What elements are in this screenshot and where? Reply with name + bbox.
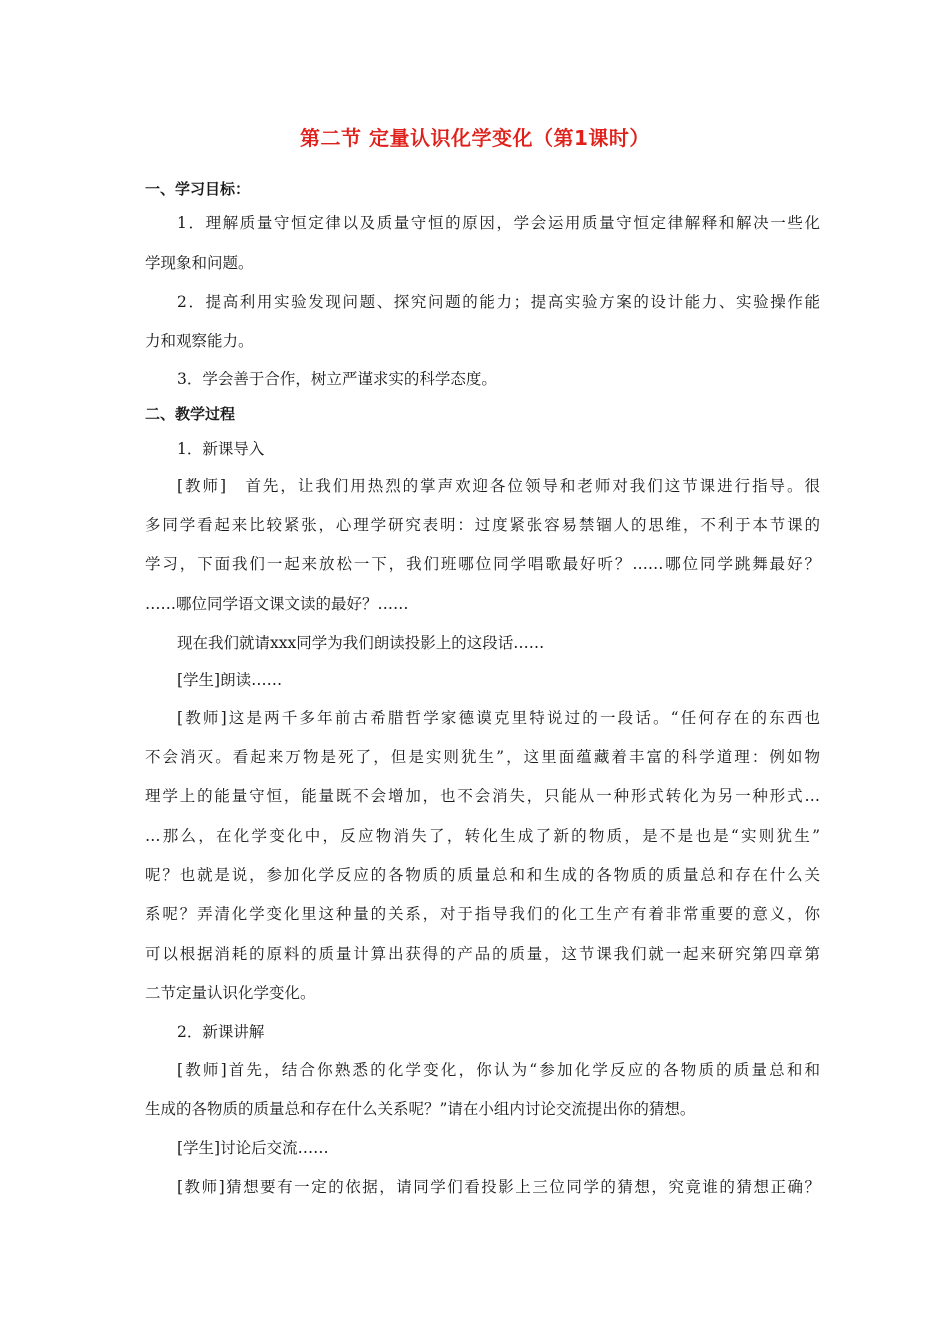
document-title: 第二节 定量认识化学变化（第1课时）	[300, 126, 650, 150]
paragraph-line: 现在我们就请xxx同学为我们朗读投影上的这段话……	[177, 634, 545, 652]
section-heading-process: 二、教学过程	[145, 405, 236, 423]
objective-3: 3．学会善于合作，树立严谨求实的科学态度。	[177, 370, 497, 388]
paragraph-line: [学生]讨论后交流……	[177, 1139, 329, 1157]
paragraph-line: [教师]首先，结合你熟悉的化学变化，你认为“参加化学反应的各物质的质量总和和	[177, 1061, 820, 1079]
paragraph-line: 生成的各物质的质量总和存在什么关系呢？”请在小组内讨论交流提出你的猜想。	[145, 1100, 696, 1118]
paragraph-line: 呢？也就是说，参加化学反应的各物质的质量总和和生成的各物质的质量总和存在什么关	[145, 866, 820, 884]
paragraph-line: 多同学看起来比较紧张，心理学研究表明：过度紧张容易禁锢人的思维，不利于本节课的	[145, 516, 820, 534]
paragraph-line: [教师]猜想要有一定的依据，请同学们看投影上三位同学的猜想，究竟谁的猜想正确？	[177, 1178, 820, 1196]
paragraph-line: [学生]朗读……	[177, 671, 283, 689]
objective-2-line-2: 力和观察能力。	[145, 332, 254, 350]
paragraph-line: 可以根据消耗的原料的质量计算出获得的产品的质量，这节课我们就一起来研究第四章第	[145, 945, 820, 963]
objective-1-line-2: 学现象和问题。	[145, 254, 254, 272]
paragraph-line: 学习，下面我们一起来放松一下，我们班哪位同学唱歌最好听？……哪位同学跳舞最好？	[145, 555, 820, 573]
objective-1-line-1: 1．理解质量守恒定律以及质量守恒的原因，学会运用质量守恒定律解释和解决一些化	[177, 214, 820, 232]
paragraph-line: ……哪位同学语文课文读的最好？……	[145, 595, 409, 613]
section-heading-objectives: 一、学习目标：	[145, 180, 251, 198]
objective-2-line-1: 2．提高利用实验发现问题、探究问题的能力；提高实验方案的设计能力、实验操作能	[177, 293, 820, 311]
paragraph-line: 系呢？弄清化学变化里这种量的关系，对于指导我们的化工生产有着非常重要的意义，你	[145, 905, 820, 923]
paragraph-line: …那么，在化学变化中，反应物消失了，转化生成了新的物质，是不是也是“实则犹生”	[145, 827, 820, 845]
paragraph-line: [教师] 首先，让我们用热烈的掌声欢迎各位领导和老师对我们这节课进行指导。很	[177, 477, 820, 495]
subheading-lecture: 2．新课讲解	[177, 1023, 265, 1041]
paragraph-line: 不会消灭。看起来万物是死了，但是实则犹生”，这里面蕴藏着丰富的科学道理：例如物	[145, 748, 820, 766]
subheading-intro: 1．新课导入	[177, 440, 265, 458]
paragraph-line: 理学上的能量守恒，能量既不会增加，也不会消失，只能从一种形式转化为另一种形式…	[145, 787, 820, 805]
paragraph-line: [教师]这是两千多年前古希腊哲学家德谟克里特说过的一段话。“任何存在的东西也	[177, 709, 820, 727]
paragraph-line: 二节定量认识化学变化。	[145, 984, 316, 1002]
